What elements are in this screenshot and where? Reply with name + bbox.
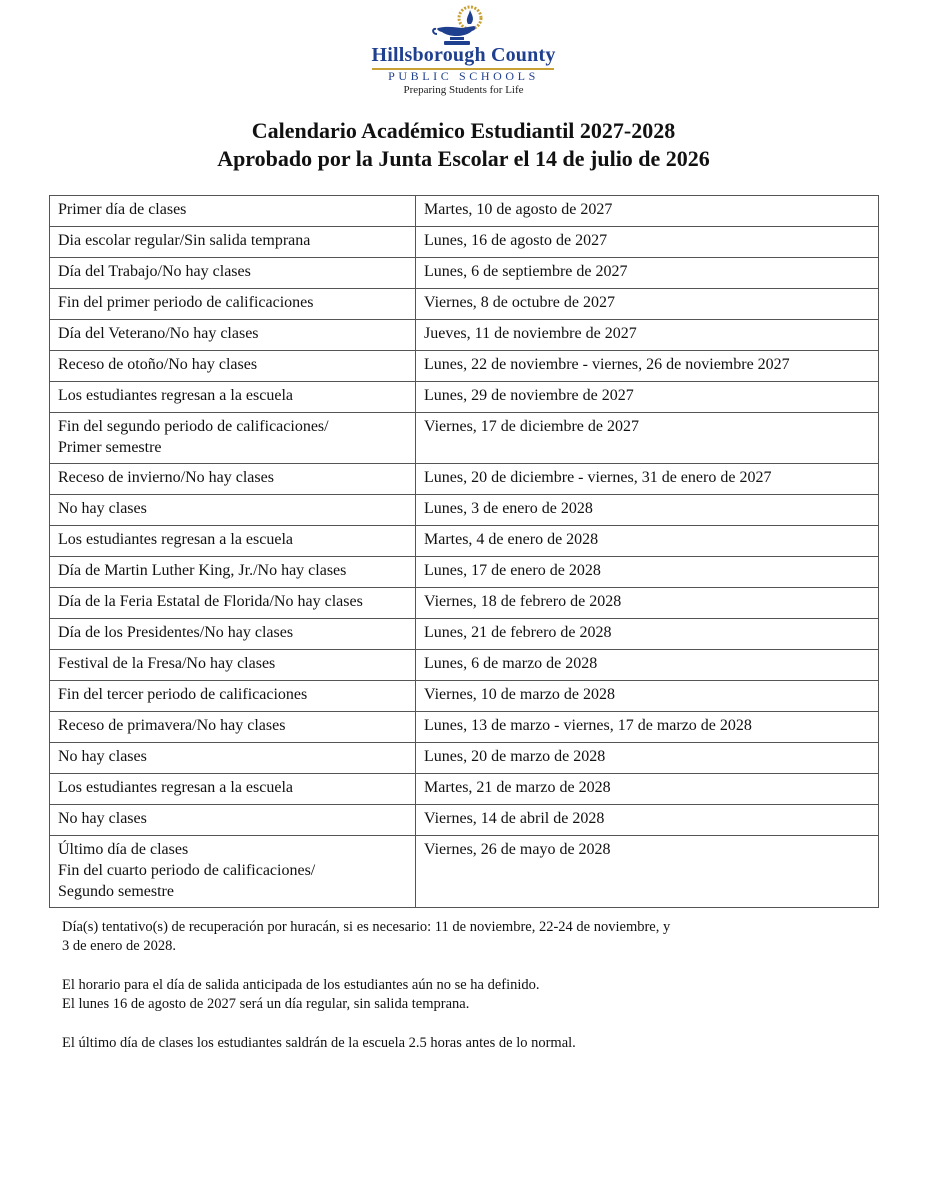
table-row <box>50 743 879 774</box>
district-logo <box>0 0 927 105</box>
table-row <box>50 495 879 526</box>
page-title <box>0 117 927 173</box>
event-cell <box>50 495 416 526</box>
date-cell: Viernes, 14 de abril de 2028 <box>416 805 879 836</box>
event-cell <box>50 681 416 712</box>
table-row <box>50 413 879 464</box>
event-cell <box>50 227 416 258</box>
event-label: Fin del primer periodo de calificaciones <box>58 294 314 311</box>
event-label: No hay clases <box>58 500 147 517</box>
date-cell: Lunes, 3 de enero de 2028 <box>416 495 879 526</box>
table-row <box>50 681 879 712</box>
lamp-of-knowledge-icon <box>432 4 492 48</box>
date-cell: Viernes, 10 de marzo de 2028 <box>416 681 879 712</box>
date-cell: Lunes, 16 de agosto de 2027 <box>416 227 879 258</box>
event-cell <box>50 805 416 836</box>
event-label: Día de Martin Luther King, Jr./No hay clases <box>58 562 347 579</box>
date-cell: Lunes, 17 de enero de 2028 <box>416 557 879 588</box>
note-line: Día(s) tentativo(s) de recuperación por huracán, si es necesario: 11 de noviembre, 22-24 de noviembre, y <box>62 919 671 935</box>
event-label: Día del Trabajo/No hay clases <box>58 263 251 280</box>
event-label: Receso de invierno/No hay clases <box>58 469 274 486</box>
date-cell: Viernes, 17 de diciembre de 2027 <box>416 413 879 464</box>
event-label: Festival de la Fresa/No hay clases <box>58 655 276 672</box>
event-label: Los estudiantes regresan a la escuela <box>58 387 294 404</box>
event-label: Fin del segundo periodo de calificaciones/ <box>58 418 329 435</box>
table-row <box>50 258 879 289</box>
table-row <box>50 650 879 681</box>
date-cell: Lunes, 6 de marzo de 2028 <box>416 650 879 681</box>
date-cell: Martes, 21 de marzo de 2028 <box>416 774 879 805</box>
date-cell: Lunes, 21 de febrero de 2028 <box>416 619 879 650</box>
note-line: El último día de clases los estudiantes saldrán de la escuela 2.5 horas antes de lo normal. <box>62 1035 576 1051</box>
calendar-table <box>49 195 879 908</box>
early-release-note <box>62 976 822 1014</box>
table-row <box>50 619 879 650</box>
event-cell <box>50 382 416 413</box>
date-cell: Viernes, 18 de febrero de 2028 <box>416 588 879 619</box>
note-line: El horario para el día de salida anticipada de los estudiantes aún no se ha definido. <box>62 977 540 993</box>
date-cell: Lunes, 22 de noviembre - viernes, 26 de noviembre 2027 <box>416 351 879 382</box>
event-cell <box>50 196 416 227</box>
event-label: Receso de otoño/No hay clases <box>58 356 258 373</box>
event-label: Día de la Feria Estatal de Florida/No hay clases <box>58 593 363 610</box>
date-cell: Lunes, 20 de marzo de 2028 <box>416 743 879 774</box>
event-cell <box>50 774 416 805</box>
event-cell <box>50 588 416 619</box>
event-label: Primer día de clases <box>58 201 187 218</box>
date-cell: Lunes, 6 de septiembre de 2027 <box>416 258 879 289</box>
date-cell: Martes, 10 de agosto de 2027 <box>416 196 879 227</box>
event-cell <box>50 619 416 650</box>
event-label: Segundo semestre <box>58 883 174 900</box>
table-row <box>50 351 879 382</box>
date-cell: Lunes, 13 de marzo - viernes, 17 de marzo de 2028 <box>416 712 879 743</box>
event-label: No hay clases <box>58 748 147 765</box>
table-row <box>50 774 879 805</box>
title-line-1: Calendario Académico Estudiantil 2027-2028 <box>251 118 676 143</box>
district-subtitle: PUBLIC SCHOOLS <box>388 69 539 83</box>
date-cell: Lunes, 29 de noviembre de 2027 <box>416 382 879 413</box>
table-row <box>50 836 879 908</box>
event-cell <box>50 557 416 588</box>
event-label: No hay clases <box>58 810 147 827</box>
note-line: 3 de enero de 2028. <box>62 938 176 954</box>
note-line: El lunes 16 de agosto de 2027 será un día regular, sin salida temprana. <box>62 996 470 1012</box>
event-label: Los estudiantes regresan a la escuela <box>58 779 294 796</box>
table-row <box>50 289 879 320</box>
event-cell <box>50 712 416 743</box>
event-cell <box>50 743 416 774</box>
table-row <box>50 805 879 836</box>
event-cell <box>50 526 416 557</box>
event-cell <box>50 258 416 289</box>
event-cell <box>50 351 416 382</box>
event-label: Primer semestre <box>58 439 162 456</box>
event-cell <box>50 836 416 908</box>
table-row <box>50 588 879 619</box>
date-cell: Viernes, 26 de mayo de 2028 <box>416 836 879 908</box>
event-label: Día de los Presidentes/No hay clases <box>58 624 294 641</box>
district-tagline: Preparing Students for Life <box>403 84 524 96</box>
event-cell <box>50 320 416 351</box>
event-label: Receso de primavera/No hay clases <box>58 717 286 734</box>
table-row <box>50 526 879 557</box>
table-row <box>50 227 879 258</box>
date-cell: Viernes, 8 de octubre de 2027 <box>416 289 879 320</box>
event-cell <box>50 413 416 464</box>
event-cell <box>50 289 416 320</box>
district-name: Hillsborough County <box>371 44 556 66</box>
last-day-note <box>62 1034 822 1053</box>
event-label: Dia escolar regular/Sin salida temprana <box>58 232 311 249</box>
title-line-2: Aprobado por la Junta Escolar el 14 de julio de 2026 <box>217 146 710 171</box>
date-cell: Jueves, 11 de noviembre de 2027 <box>416 320 879 351</box>
event-label: Los estudiantes regresan a la escuela <box>58 531 294 548</box>
table-row <box>50 196 879 227</box>
event-cell <box>50 464 416 495</box>
calendar-table-body <box>50 196 879 908</box>
event-label: Fin del cuarto periodo de calificaciones/ <box>58 862 316 879</box>
table-row <box>50 464 879 495</box>
event-label: Último día de clases <box>58 841 189 858</box>
event-label: Día del Veterano/No hay clases <box>58 325 259 342</box>
notes-section <box>62 918 822 1073</box>
table-row <box>50 557 879 588</box>
table-row <box>50 320 879 351</box>
event-label: Fin del tercer periodo de calificaciones <box>58 686 308 703</box>
table-row <box>50 382 879 413</box>
date-cell: Lunes, 20 de diciembre - viernes, 31 de enero de 2027 <box>416 464 879 495</box>
table-row <box>50 712 879 743</box>
hurricane-makeup-note <box>62 918 822 956</box>
date-cell: Martes, 4 de enero de 2028 <box>416 526 879 557</box>
event-cell <box>50 650 416 681</box>
